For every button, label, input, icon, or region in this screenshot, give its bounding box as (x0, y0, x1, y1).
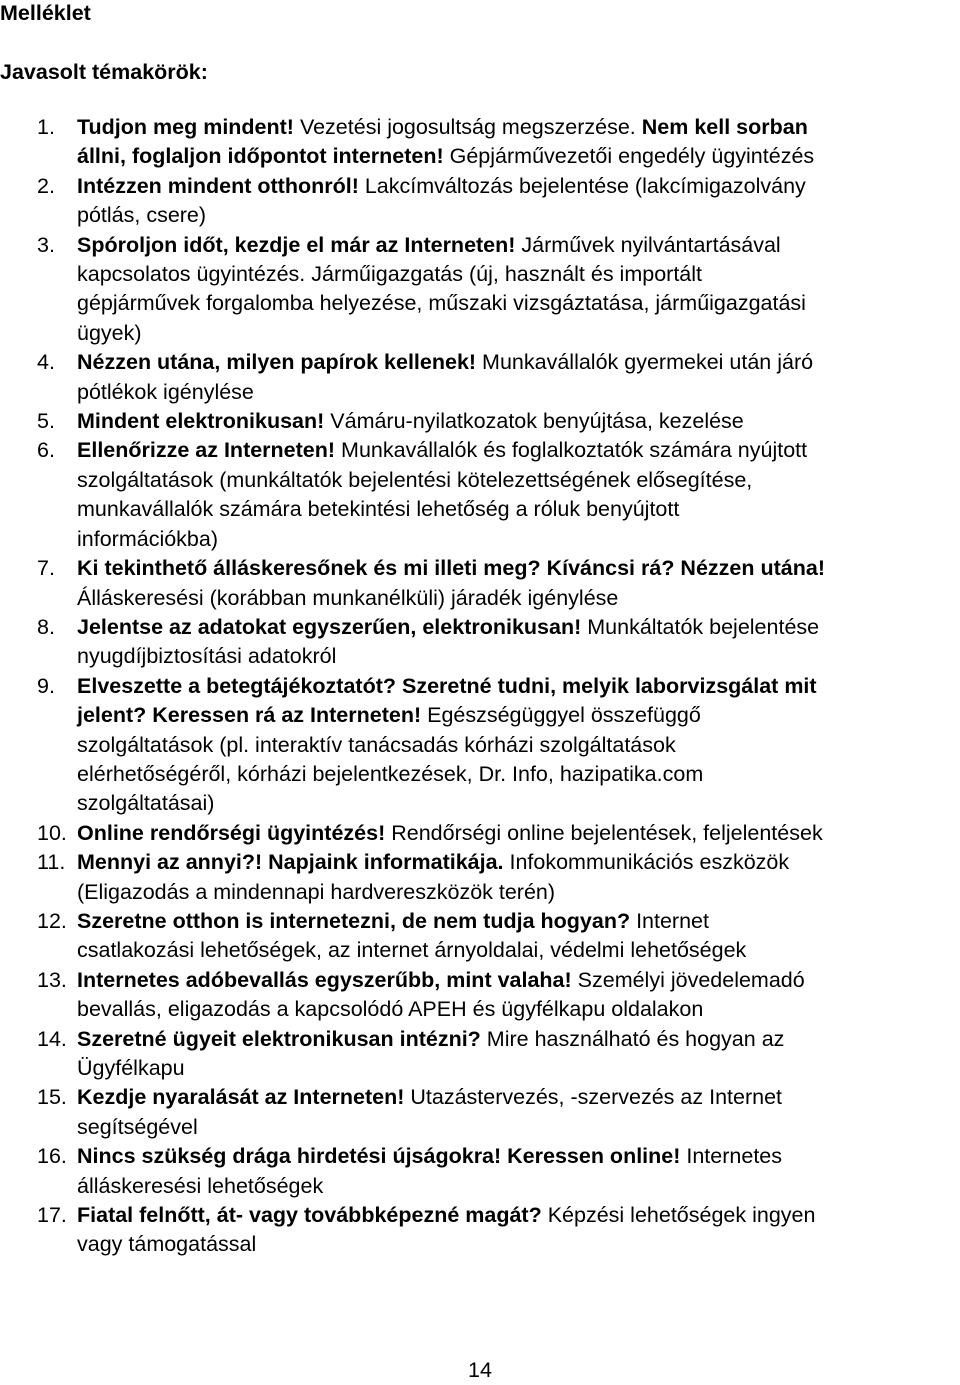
topic-detail-text: gépjárművek forgalomba helyezése, műszaki vizsgáztatása, járműigazgatási (77, 291, 806, 316)
topic-detail-text: Munkáltatók bejelentése (581, 614, 820, 639)
topic-detail-text: (Eligazodás a mindennapi hardvereszközök terén) (77, 879, 556, 904)
topic-line (77, 1230, 960, 1259)
topic-detail-text: Vezetési jogosultság megszerzése. (293, 115, 642, 139)
topic-number: 7. (37, 556, 55, 581)
topic-number: 9. (37, 673, 55, 698)
topic-number: 14. (37, 1026, 67, 1051)
topic-number: 4. (37, 350, 55, 375)
topic-item (0, 1142, 960, 1201)
topic-lead-text: Online rendőrségi ügyintézés! (77, 820, 386, 845)
topic-line (77, 672, 960, 701)
topic-detail-text: álláskeresési lehetőségek (77, 1173, 324, 1198)
topic-line (77, 289, 960, 318)
topic-line (77, 554, 960, 583)
topic-item (0, 436, 960, 554)
topic-line (77, 613, 960, 642)
topic-line (77, 907, 960, 936)
topic-number: 13. (37, 967, 67, 992)
topic-lead-text: Ki tekinthető álláskeresőnek és mi illeti meg? Kíváncsi rá? Nézzen utána! (77, 556, 825, 581)
topic-line (77, 466, 960, 495)
topic-number: 17. (37, 1203, 67, 1228)
topic-line (77, 731, 960, 760)
topic-line (77, 378, 960, 407)
topic-line (77, 1083, 960, 1112)
topic-item (0, 113, 960, 172)
topic-line (77, 878, 960, 907)
topic-line (77, 1142, 960, 1171)
topic-lead-text: Internetes adóbevallás egyszerűbb, mint valaha! (77, 967, 572, 992)
topic-detail-text: Ügyfélkapu (77, 1056, 185, 1080)
topic-number: 15. (37, 1085, 67, 1110)
topic-detail-text: Járművek nyilvántartásával (515, 232, 781, 257)
topic-line (77, 407, 960, 436)
topic-detail-text: Képzési lehetőségek ingyen (541, 1203, 816, 1228)
topic-detail-text: segítségével (77, 1114, 198, 1139)
topic-item (0, 554, 960, 613)
topic-lead-text: Spóroljon időt, kezdje el már az Interneten! (77, 232, 516, 257)
topic-lead-text: Ellenőrizze az Interneten! (77, 438, 336, 463)
topic-lead-text: állni, foglaljon időpontot interneten! (77, 144, 444, 169)
topic-item (0, 1025, 960, 1084)
topic-line (77, 995, 960, 1024)
topic-item (0, 231, 960, 349)
topic-detail-text: Infokommunikációs eszközök (503, 850, 790, 875)
topic-detail-text: nyugdíjbiztosítási adatokról (77, 644, 337, 669)
topic-line (77, 584, 960, 613)
topic-detail-text: szolgáltatások (munkáltatók bejelentési kötelezettségének elősegítése, (77, 467, 753, 492)
topic-lead-text: Mindent elektronikusan! (77, 409, 325, 434)
topic-line (77, 231, 960, 260)
topic-item (0, 819, 960, 848)
topic-detail-text: Munkavállalók és foglalkoztatók számára nyújtott (335, 438, 808, 463)
topic-item (0, 966, 960, 1025)
topic-line (77, 1172, 960, 1201)
topic-detail-text: Internetes (680, 1144, 782, 1169)
topic-line (77, 201, 960, 230)
topic-item (0, 172, 960, 231)
topic-lead-text: Fiatal felnőtt, át- vagy továbbképezné magát? (77, 1203, 542, 1228)
topic-detail-text: ügyek) (77, 320, 142, 345)
topic-number: 6. (37, 438, 55, 463)
topic-item (0, 672, 960, 819)
topic-item (0, 407, 960, 436)
topic-line (77, 319, 960, 348)
topic-number: 3. (37, 232, 55, 257)
topic-line (77, 789, 960, 818)
topic-line (77, 701, 960, 730)
topic-lead-text: Szeretné ügyeit elektronikusan intézni? (77, 1026, 481, 1051)
page-heading: Melléklet (0, 1, 91, 25)
topic-line (77, 936, 960, 965)
topic-number: 8. (37, 614, 55, 639)
topic-detail-text: munkavállalók számára betekintési lehetőség a róluk benyújtott (77, 497, 680, 522)
topic-number: 16. (37, 1144, 67, 1169)
topic-line (77, 1113, 960, 1142)
topic-line (77, 1054, 960, 1083)
topic-detail-text: Személyi jövedelemadó (571, 967, 805, 992)
topic-number: 1. (37, 115, 55, 139)
topic-lead-text: Kezdje nyaralását az Interneten! (77, 1085, 405, 1110)
topic-item (0, 907, 960, 966)
topic-number: 10. (37, 820, 67, 845)
topic-item (0, 1201, 960, 1260)
topic-item (0, 348, 960, 407)
topic-detail-text: információkba) (77, 526, 218, 551)
topic-detail-text: kapcsolatos ügyintézés. Járműigazgatás (új, használt és importált (77, 262, 703, 287)
topic-detail-text: Lakcímváltozás bejelentése (lakcímigazolvány (358, 173, 806, 198)
topic-lead-text: Nézzen utána, milyen papírok kellenek! (77, 350, 477, 375)
topic-line (77, 848, 960, 877)
topic-line (77, 436, 960, 465)
topic-line (77, 1201, 960, 1230)
topic-lead-text: Elveszette a betegtájékoztatót? Szeretné tudni, melyik laborvizsgálat mit (77, 673, 817, 698)
topic-detail-text: Vámáru-nyilatkozatok benyújtása, kezelése (324, 409, 744, 434)
topic-line (77, 260, 960, 289)
topic-item (0, 613, 960, 672)
topic-detail-text: pótlékok igénylése (77, 379, 254, 404)
topic-detail-text: szolgáltatásai) (77, 791, 215, 816)
topic-lead-text: Mennyi az annyi?! Napjaink informatikája. (77, 850, 504, 875)
topic-detail-text: csatlakozási lehetőségek, az internet árnyoldalai, védelmi lehetőségek (77, 938, 747, 963)
topic-line (77, 525, 960, 554)
topic-detail-text: bevallás, eligazodás a kapcsolódó APEH és ügyfélkapu oldalakon (77, 997, 704, 1022)
topic-number: 5. (37, 409, 55, 434)
topic-lead-text: Tudjon meg mindent! (77, 115, 294, 139)
topic-line (77, 172, 960, 201)
topic-detail-text: Rendőrségi online bejelentések, feljelentések (385, 820, 823, 845)
topic-detail-text: Munkavállalók gyermekei után járó (476, 350, 814, 375)
topic-line (77, 642, 960, 671)
topic-detail-text: Internet (630, 908, 709, 933)
topic-lead-text: Nincs szükség drága hirdetési újságokra! Keressen online! (77, 1144, 681, 1169)
topic-detail-text: Utazástervezés, -szervezés az Internet (404, 1085, 782, 1110)
topic-detail-text: Gépjárművezetői engedély ügyintézés (443, 144, 815, 169)
topic-line (77, 495, 960, 524)
topic-detail-text: elérhetőségéről, kórházi bejelentkezések, Dr. Info, hazipatika.com (77, 761, 704, 786)
topic-detail-text: pótlás, csere) (77, 203, 207, 228)
topic-number: 12. (37, 908, 67, 933)
topic-lead-text: jelent? Keressen rá az Interneten! (77, 703, 422, 728)
topic-item (0, 1083, 960, 1142)
section-heading: Javasolt témakörök: (0, 60, 208, 84)
topic-list (0, 113, 960, 1260)
page-number: 14 (468, 1358, 492, 1382)
topic-line (77, 966, 960, 995)
topic-line (77, 113, 960, 142)
topic-lead-text: Szeretne otthon is internetezni, de nem tudja hogyan? (77, 908, 631, 933)
topic-item (0, 848, 960, 907)
topic-line (77, 760, 960, 789)
topic-detail-text: Álláskeresési (korábban munkanélküli) járadék igénylése (77, 585, 619, 610)
topic-detail-text: szolgáltatások (pl. interaktív tanácsadás kórházi szolgáltatások (77, 732, 676, 757)
topic-detail-text: vagy támogatással (77, 1232, 257, 1257)
topic-detail-text: Mire használható és hogyan az (480, 1026, 785, 1051)
topic-detail-text: Egészségüggyel összefüggő (421, 703, 701, 728)
topic-lead-text: Jelentse az adatokat egyszerűen, elektronikusan! (77, 614, 582, 639)
topic-line (77, 348, 960, 377)
topic-number: 2. (37, 173, 55, 198)
topic-number: 11. (37, 850, 66, 875)
topic-lead-text: Intézzen mindent otthonról! (77, 173, 359, 198)
topic-lead-text: Nem kell sorban (641, 115, 808, 139)
topic-line (77, 1025, 960, 1054)
topic-line (77, 819, 960, 848)
topic-line (77, 142, 960, 171)
